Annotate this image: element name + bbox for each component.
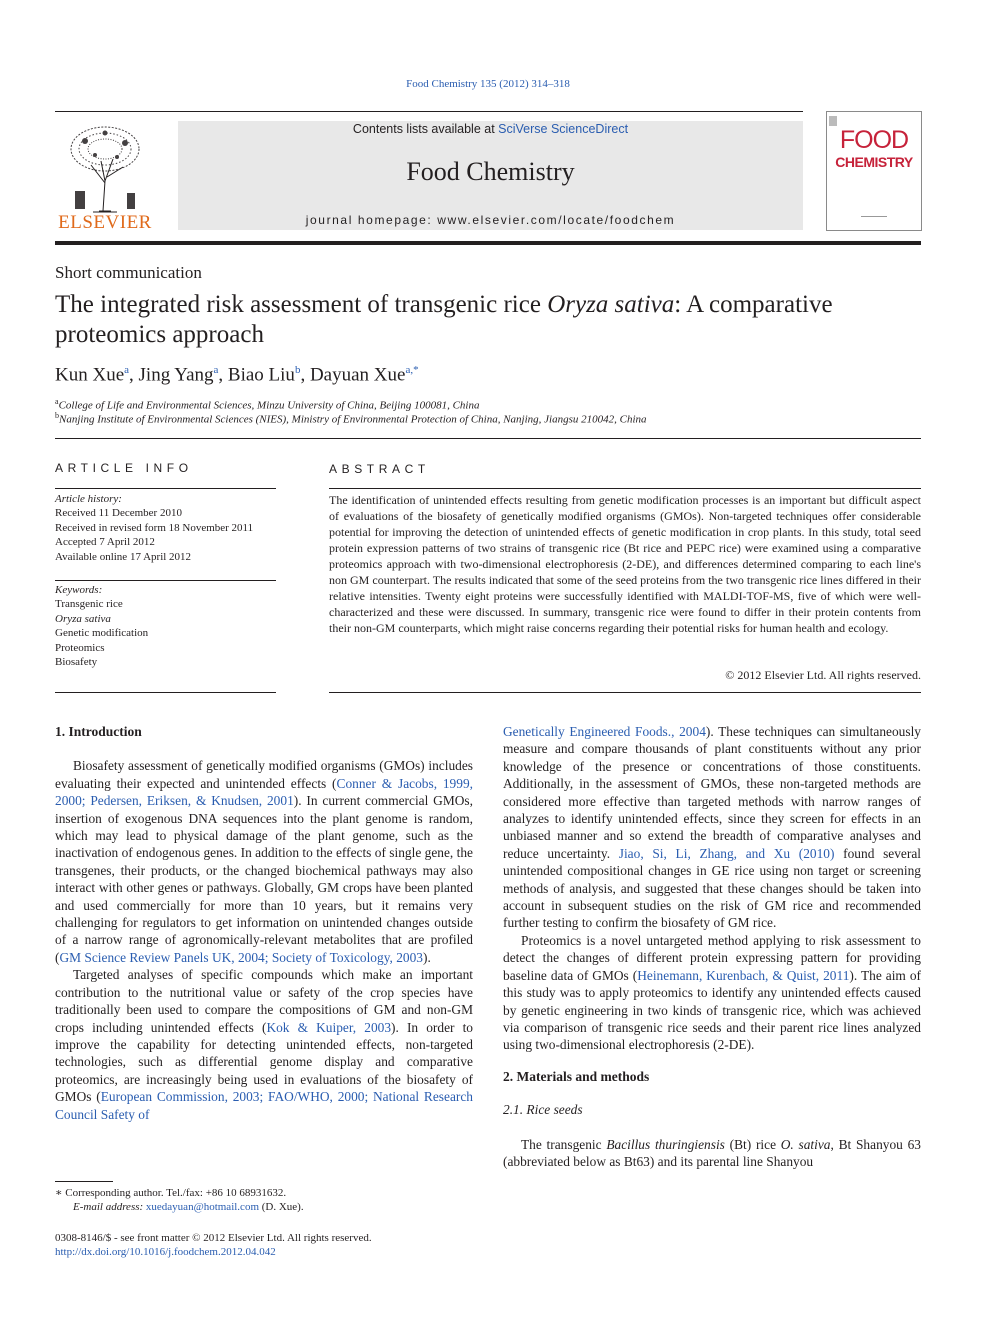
footnote-rule	[55, 1181, 113, 1182]
author-name: Kun Xue	[55, 364, 125, 386]
email-label: E-mail address:	[73, 1201, 144, 1213]
info-rule	[55, 580, 276, 581]
journal-homepage[interactable]: journal homepage: www.elsevier.com/locate/foodchem	[305, 213, 676, 227]
keywords	[55, 583, 148, 669]
doi-link[interactable]: http://dx.doi.org/10.1016/j.foodchem.2012.04.042	[55, 1246, 276, 1258]
article-info-heading: ARTICLE INFO	[55, 461, 193, 475]
history-item: Received in revised form 18 November 2011	[55, 521, 254, 534]
cover-chemistry-word: CHEMISTRY	[835, 154, 913, 170]
text-run: ). The aim of this study was to apply proteomics to identify any unintended effects caused by genetic engineering in two kinds of transgenic rice, which was achieved via comparison of transgenic rice seeds and their parent rice lines analyzed using two-dimensional electrophoresis (2-DE).	[503, 967, 921, 1053]
text-run: found several unintended compositional changes in GE rice using non target or screening methods of analysis, and suggested that these changes should be taken into account in subsequent studies on the risk of GM rice and recommended further testing to confirm the biosafety of GM rice.	[503, 845, 921, 931]
corresponding-author-note: ∗ Corresponding author. Tel./fax: +86 10 68931632.	[55, 1187, 287, 1199]
history-item: Available online 17 April 2012	[55, 550, 192, 563]
paragraph	[55, 757, 473, 966]
affiliation-text: Nanjing Institute of Environmental Sciences (NIES), Ministry of Environmental Protection of China, Nanjing, Jiangsu 210042, China	[59, 413, 647, 426]
email-link[interactable]: xuedayuan@hotmail.com	[145, 1201, 259, 1213]
citation-link[interactable]: Genetically Engineered Foods., 2004	[503, 724, 706, 739]
affiliation-marker: a	[55, 397, 59, 406]
text-run: Targeted analyses of specific compounds which make an important contribution to the nutritional value or safety of the crop species have traditionally been used to compare the compositions of GM and non-GM crops including unintended effects (	[55, 967, 473, 1035]
history-item: Accepted 7 April 2012	[55, 536, 155, 549]
article-type: Short communication	[55, 263, 202, 282]
author-list: Kun Xue$^a$, Jing Yang$^a$, Biao Liu$^b$, Dayuan Xue$^{a,*}$	[55, 364, 419, 386]
contents-line	[178, 122, 803, 136]
email-note	[55, 1200, 304, 1214]
abstract-copyright: © 2012 Elsevier Ltd. All rights reserved.	[725, 668, 921, 682]
affiliation-b	[55, 411, 647, 426]
text-run: ).	[423, 949, 431, 965]
header-rule	[55, 111, 803, 112]
author-name: Biao Liu	[227, 364, 295, 386]
issn-line: 0308-8146/$ - see front matter © 2012 Elsevier Ltd. All rights reserved.	[55, 1232, 372, 1244]
keyword: Biosafety	[55, 656, 98, 669]
text-run: The transgenic	[521, 1136, 607, 1152]
elsevier-wordmark: ELSEVIER	[58, 212, 152, 233]
paragraph	[55, 966, 473, 1123]
abstract-rule	[329, 488, 921, 489]
cover-divider	[861, 216, 887, 217]
title-rule	[55, 438, 921, 439]
paragraph	[503, 1136, 921, 1171]
info-rule	[55, 692, 276, 693]
citation-link[interactable]: European Commission, 2003; FAO/WHO, 2000; National Research Council Safety of	[55, 1089, 473, 1122]
text-run: ). These techniques can simultaneously measure and compare thousands of plant constituents without any prior knowledge of the presence or concentrations of those constituents. Additionally, in the assessment of GMOs, these non-targeted methods are considered more effective than targeted methods with narrow ranges of analyzes to identify unintended effects, since they screen for effects in an unbiased manner and so extend the breadth of comparative analyses and reduce uncertainty.	[503, 724, 921, 861]
journal-title: Food Chemistry	[406, 157, 575, 186]
text-run: ). In order to improve the capability for detecting unintended effects, non-targeted technologies, such as differential genome display and comparative proteomics, are increasingly being used in evaluations of the biosafety of GMOs (	[55, 1019, 473, 1105]
info-rule	[55, 488, 276, 489]
email-suffix: (D. Xue).	[259, 1201, 304, 1213]
article-history	[55, 492, 253, 564]
affiliation-text: College of Life and Environmental Sciences, Minzu University of China, Beijing 100081, China	[58, 399, 480, 412]
contents-prefix: Contents lists available at	[352, 122, 499, 136]
text-run: ). In current commercial GMOs, insertion of exogenous DNA sequences into the plant genome is random, which may lead to physical damage of the plant genome, such as the inactivation of endogenous genes. In addition to the effects of single gene, the transgenes, their products, or the changed biochemical pathways may also interact with other genes or pathways. Globally, GM crops have been planted and used commercially for more than 10 years, but it remains very challenging for regulators to get information on unintended changes outside of a narrow range of agronomically-relevant metabolites that are profiled (	[55, 793, 473, 965]
species-name: O. sativa	[780, 1136, 831, 1152]
affiliation-a	[55, 397, 479, 412]
cover-food-word: FOOD	[839, 126, 909, 154]
citation-link[interactable]: Jiao, Si, Li, Zhang, and Xu (2010)	[618, 845, 835, 861]
author-name: Dayuan Xue	[309, 364, 406, 386]
cover-emblem-icon	[829, 116, 837, 126]
journal-banner	[178, 121, 803, 230]
abstract-heading: ABSTRACT	[329, 462, 430, 476]
author-affil-marker[interactable]: a	[213, 364, 219, 376]
text-run: Biosafety assessment of genetically modified organisms (GMOs) includes evaluating their expected and unintended effects (	[55, 758, 473, 791]
paragraph	[503, 932, 921, 1054]
citation-link[interactable]: Conner & Jacobs, 1999, 2000; Pedersen, Eriksen, & Knudsen, 2001	[55, 775, 473, 809]
section-heading-introduction: 1. Introduction	[55, 724, 142, 739]
citation-link[interactable]: GM Science Review Panels UK, 2004; Society of Toxicology, 2003	[59, 949, 424, 965]
section-heading-methods: 2. Materials and methods	[503, 1068, 650, 1084]
keyword: Oryza sativa	[55, 612, 111, 625]
header-thick-rule	[55, 241, 921, 245]
keyword: Proteomics	[55, 641, 105, 654]
journal-reference[interactable]: Food Chemistry 135 (2012) 314–318	[406, 78, 570, 90]
author-affil-marker[interactable]: b	[294, 364, 301, 376]
citation-link[interactable]: Heinemann, Kurenbach, & Quist, 2011	[637, 967, 850, 983]
subsection-heading-rice-seeds: 2.1. Rice seeds	[503, 1102, 583, 1118]
article-title	[55, 290, 921, 350]
affiliation-marker: b	[55, 411, 59, 420]
history-label: Article history:	[55, 493, 122, 505]
journal-cover	[826, 111, 922, 231]
text-run: Proteomics is a novel untargeted method applying to risk assessment to detect the changes of different protein expressing pattern for providing baseline data of GMOs (	[503, 932, 921, 983]
paragraph-continued	[503, 723, 921, 932]
title-species: Oryza sativa	[547, 291, 675, 318]
title-part-2: : A comparative proteomics approach	[55, 291, 833, 348]
text-run: , Bt Shanyou 63 (abbreviated below as Bt63) and its parental line Shanyou	[503, 1136, 921, 1169]
sciencedirect-link[interactable]: SciVerse ScienceDirect	[498, 122, 629, 136]
keyword: Genetic modification	[55, 627, 149, 640]
body-right-column	[503, 723, 921, 1170]
title-part-1: The integrated risk assessment of transgenic rice	[55, 291, 548, 318]
abstract-text: The identification of unintended effects resulting from genetic modification processes is an important but difficult aspect of evaluations of the biosafety of genetically modified organisms (GMOs). Non-targeted techniques offer considerable potential for improving the detection of unintended effects of genetic modification in crop plants. In this study, total seed protein expression patterns of two strains of transgenic rice (Bt rice and PEPC rice) were examined using a comparative proteomics approach with two-dimensional electrophoresis (2-DE), and differences determined comparing to each line's non GM counterpart. The results indicated that some of the seed proteins from the two transgenic rice lines differed in their relative intensities. Twenty eight proteins were successfully identified with MALDI-TOF-MS, five of which were well-characterized and these were discussed. In summary, transgenic rice were found to differ in their protein contents from their non-GM counterparts, which might raise concerns regarding their potential risks for human health and ecology.	[329, 493, 921, 635]
body-left-column	[55, 723, 473, 1123]
abstract-rule	[329, 692, 921, 693]
author-affil-marker[interactable]: a,*	[405, 364, 419, 376]
species-name: Bacillus thuringiensis	[606, 1136, 725, 1152]
keyword: Transgenic rice	[55, 598, 123, 611]
author-affil-marker[interactable]: a	[124, 364, 130, 376]
keywords-label: Keywords:	[55, 584, 103, 596]
text-run: (Bt) rice	[724, 1136, 781, 1152]
citation-link[interactable]: Kok & Kuiper, 2003	[266, 1019, 392, 1035]
author-name: Jing Yang	[138, 364, 214, 386]
history-item: Received 11 December 2010	[55, 507, 182, 520]
